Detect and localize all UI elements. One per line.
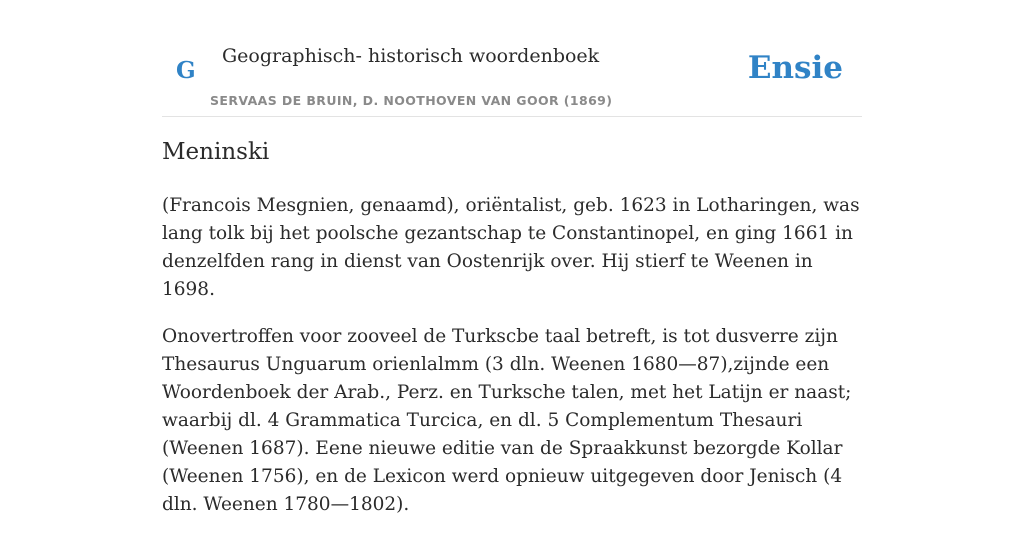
entry-paragraph: Onovertroffen voor zooveel de Turkscbe taal betreft, is tot dusverre zijn Thesaurus Unguarum orienlalmm (3 dln. Weenen 1680—87),zijnde een Woordenboek der Arab., Perz. en Turksche talen, met het Latijn er naast; waarbij dl. 4 Grammatica Turcica, en dl. 5 Complementum Thesauri (Weenen 1687). Eene nieuwe editie van de Spraakkunst bezorgde Kollar (Weenen 1756), en de Lexicon werd opnieuw uitgegeven door Jenisch (4 dln. Weenen 1780—1802). <box>162 326 852 515</box>
page-header <box>162 0 862 117</box>
entry-body <box>162 192 862 538</box>
entry-title: Meninski <box>162 139 270 165</box>
entry-paragraph: (Francois Mesgnien, genaamd), oriëntalist, geb. 1623 in Lotharingen, was lang tolk bij het poolsche gezantschap te Constantinopel, en ging 1661 in denzelfden rang in dienst van Oostenrijk over. Hij stierf te Weenen in 1698. <box>162 195 860 300</box>
book-authors: SERVAAS DE BRUIN, D. NOOTHOVEN VAN GOOR (1869) <box>210 93 613 108</box>
ensie-logo[interactable]: Ensie <box>747 50 843 86</box>
book-logo-icon[interactable]: G <box>176 57 196 84</box>
book-title-link[interactable]: Geographisch- historisch woordenboek <box>222 45 600 67</box>
